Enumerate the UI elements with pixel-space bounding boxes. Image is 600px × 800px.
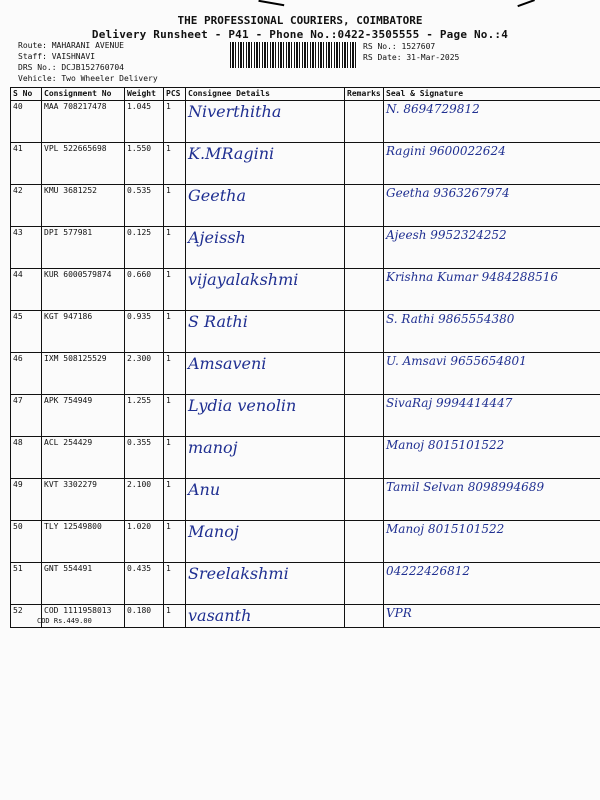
pcs-value: 1	[164, 269, 186, 311]
weight-value: 0.125	[125, 227, 164, 269]
table-row	[11, 227, 600, 269]
weight-value: 0.435	[125, 563, 164, 605]
scan-mark	[258, 0, 285, 10]
row-sno: 45	[11, 311, 42, 353]
weight-header: Weight	[125, 88, 164, 101]
seal-signature-text: Tamil Selvan 8098994689	[386, 480, 545, 494]
consignee-signature-text: Niverthitha	[188, 102, 282, 121]
consignment-number: KMU 3681252	[42, 185, 125, 227]
cod-note: COD Rs.449.00	[37, 617, 92, 625]
table-row	[11, 437, 600, 479]
staff-label: Staff: VAISHNAVI	[18, 52, 96, 61]
remarks-cell	[345, 437, 384, 479]
weight-value: 1.550	[125, 143, 164, 185]
seal-signature-text: Geetha 9363267974	[386, 186, 510, 200]
consignee-signature-text: manoj	[188, 438, 238, 457]
consignment-number: MAA 708217478	[42, 101, 125, 143]
seal-header: Seal & Signature	[384, 88, 600, 101]
pcs-value: 1	[164, 605, 186, 628]
consignee-signature-text: Geetha	[188, 186, 246, 205]
row-sno: 49	[11, 479, 42, 521]
row-sno: 44	[11, 269, 42, 311]
row-sno: 40	[11, 101, 42, 143]
consignee-header: Consignee Details	[186, 88, 345, 101]
seal-signature-text: N. 8694729812	[386, 102, 480, 116]
remarks-header: Remarks	[345, 88, 384, 101]
seal-signature-text: Krishna Kumar 9484288516	[386, 270, 558, 284]
consignment-number: COD 1111958013	[42, 605, 125, 628]
weight-value: 1.020	[125, 521, 164, 563]
seal-signature-text: Manoj 8015101522	[386, 522, 505, 536]
row-sno: 47	[11, 395, 42, 437]
pcs-value: 1	[164, 101, 186, 143]
remarks-cell	[345, 479, 384, 521]
table-row	[11, 521, 600, 563]
table-row	[11, 479, 600, 521]
remarks-cell	[345, 353, 384, 395]
weight-value: 0.935	[125, 311, 164, 353]
row-sno: 50	[11, 521, 42, 563]
consignment-number: KVT 3302279	[42, 479, 125, 521]
weight-value: 0.660	[125, 269, 164, 311]
route-details	[18, 40, 158, 84]
remarks-cell	[345, 143, 384, 185]
pcs-value: 1	[164, 227, 186, 269]
pcs-value: 1	[164, 395, 186, 437]
table-row	[11, 185, 600, 227]
consignee-signature-text: Amsaveni	[188, 354, 267, 373]
consignee-signature-text: S Rathi	[188, 312, 248, 331]
barcode	[230, 42, 358, 68]
pcs-value: 1	[164, 479, 186, 521]
runsheet-details	[363, 41, 459, 63]
remarks-cell	[345, 269, 384, 311]
rs-date: RS Date: 31-Mar-2025	[363, 53, 460, 62]
seal-signature-text: U. Amsavi 9655654801	[386, 354, 527, 368]
remarks-cell	[345, 605, 384, 628]
pcs-value: 1	[164, 437, 186, 479]
sno-header: S No	[11, 88, 42, 101]
pcs-value: 1	[164, 353, 186, 395]
weight-value: 1.255	[125, 395, 164, 437]
consignee-signature-text: Manoj	[188, 522, 239, 541]
consignment-number: TLY 12549800	[42, 521, 125, 563]
table-row	[11, 143, 600, 185]
seal-signature-text: Ajeesh 9952324252	[386, 228, 507, 242]
rs-number: RS No.: 1527607	[363, 42, 436, 51]
pcs-value: 1	[164, 563, 186, 605]
consignee-signature-text: Sreelakshmi	[188, 564, 289, 583]
company-title: THE PROFESSIONAL COURIERS, COIMBATORE	[177, 14, 423, 27]
seal-signature-text: Ragini 9600022624	[386, 144, 506, 158]
consignee-signature-text: Ajeissh	[188, 228, 246, 247]
row-sno: 51	[11, 563, 42, 605]
pcs-value: 1	[164, 311, 186, 353]
weight-value: 0.535	[125, 185, 164, 227]
row-sno: 48	[11, 437, 42, 479]
table-row	[11, 353, 600, 395]
seal-signature-text: SivaRaj 9994414447	[386, 396, 513, 410]
row-sno: 52	[11, 605, 42, 628]
row-sno: 46	[11, 353, 42, 395]
remarks-cell	[345, 227, 384, 269]
weight-value: 0.355	[125, 437, 164, 479]
weight-value: 2.100	[125, 479, 164, 521]
row-sno: 42	[11, 185, 42, 227]
delivery-table	[10, 87, 600, 628]
table-row	[11, 101, 600, 143]
consignment-number: KGT 947186	[42, 311, 125, 353]
consignee-signature-text: vijayalakshmi	[188, 270, 299, 289]
consignment-number: IXM 508125529	[42, 353, 125, 395]
consignment-number: VPL 522665698	[42, 143, 125, 185]
consignment-number: DPI 577981	[42, 227, 125, 269]
table-header-row	[11, 88, 600, 101]
drs-label: DRS No.: DCJB152760704	[18, 63, 124, 72]
table-row	[11, 395, 600, 437]
seal-signature-text: S. Rathi 9865554380	[386, 312, 515, 326]
remarks-cell	[345, 101, 384, 143]
remarks-cell	[345, 563, 384, 605]
runsheet-subtitle: Delivery Runsheet - P41 - Phone No.:0422-3505555 - Page No.:4	[91, 28, 509, 41]
pcs-value: 1	[164, 521, 186, 563]
consignee-signature-text: vasanth	[188, 606, 252, 625]
row-sno: 43	[11, 227, 42, 269]
weight-value: 2.300	[125, 353, 164, 395]
pcs-header: PCS	[164, 88, 186, 101]
table-row	[11, 563, 600, 605]
remarks-cell	[345, 521, 384, 563]
consignment-header: Consignment No	[42, 88, 125, 101]
scan-mark	[517, 0, 536, 12]
remarks-cell	[345, 395, 384, 437]
vehicle-label: Vehicle: Two Wheeler Delivery	[18, 74, 158, 83]
seal-signature-text: Manoj 8015101522	[386, 438, 505, 452]
weight-value: 0.180	[125, 605, 164, 628]
seal-signature-text: VPR	[386, 606, 412, 620]
consignee-signature-text: Anu	[188, 480, 221, 499]
route-label: Route: MAHARANI AVENUE	[18, 41, 124, 50]
seal-signature-text: 04222426812	[386, 564, 470, 578]
table-row	[11, 605, 600, 628]
table-row	[11, 311, 600, 353]
pcs-value: 1	[164, 143, 186, 185]
remarks-cell	[345, 311, 384, 353]
weight-value: 1.045	[125, 101, 164, 143]
pcs-value: 1	[164, 185, 186, 227]
consignee-signature-text: K.MRagini	[188, 144, 275, 163]
consignment-number: GNT 554491	[42, 563, 125, 605]
consignment-number: APK 754949	[42, 395, 125, 437]
table-row	[11, 269, 600, 311]
consignment-number: ACL 254429	[42, 437, 125, 479]
consignment-number: KUR 6000579874	[42, 269, 125, 311]
remarks-cell	[345, 185, 384, 227]
row-sno: 41	[11, 143, 42, 185]
consignee-signature-text: Lydia venolin	[188, 396, 297, 415]
